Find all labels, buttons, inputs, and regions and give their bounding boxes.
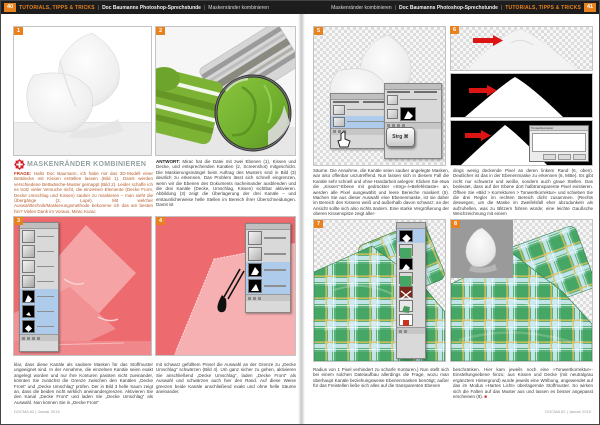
- levels-dialog: [529, 125, 589, 162]
- header-column-right: Doc Baumanns Photoshop-Sprechstunde: [399, 4, 498, 11]
- panel-footer-icons: [246, 294, 290, 301]
- histogram-box: [532, 133, 586, 152]
- figure-7-tartan-layers: [313, 219, 446, 362]
- layer-row: [397, 257, 425, 271]
- header-sep: |: [203, 4, 206, 11]
- page-number-right: 41: [584, 3, 596, 12]
- mask-triangle-illustration: [451, 74, 592, 117]
- layer-row-selected: [397, 229, 425, 243]
- strg-keycap: Strg ⌘: [386, 127, 415, 147]
- column-text: Säume. Die Annahme, die Kanäle seien sauber angelegte Masken, war also offenbar unzutreffend. Nun lassen sich in diesem Fall die Kanäle sehr schnell und ohne Handarbeit anlegen: Klicken Sie etwa die „Kissen“-Ebene mit gedrückter »Strg«-/»Befehlstaste« an, werden alle Pixel ausgewählt und leere Bereiche maskiert (5). Machen Sie aus dieser Auswahl eine Ebenenmaske, ist sie daher im Bereich des Kissens weiß und außerhalb davon schwarz; an der Ansicht sollte sich also nichts ändern. Eine starke Vergrößerung der oberen Kissenspitze zeigt aller-: [313, 168, 449, 216]
- channels-panel: [245, 223, 291, 313]
- layer-row: [397, 243, 425, 257]
- pillow-tip-illustration: [451, 27, 592, 70]
- panel-footer-icons: [397, 327, 425, 334]
- dialog-buttons: [530, 154, 588, 160]
- figure-number-badge: 1: [14, 27, 23, 35]
- end-of-article-marker: ■: [484, 393, 487, 399]
- figure-number-badge: 5: [314, 27, 323, 35]
- header-sep: |: [394, 4, 397, 11]
- first-aid-cross-icon: [14, 159, 25, 170]
- adjustment-layer-row: [397, 285, 425, 299]
- layer-row: [385, 94, 441, 106]
- footer-right: DOCMA 62 | Januar 2015: [545, 409, 591, 414]
- header-sep: |: [500, 4, 503, 11]
- figure-number-badge: 2: [156, 27, 165, 35]
- figure-6-mask-strips: [450, 26, 593, 166]
- frage-label: FRAGE:: [14, 171, 32, 176]
- header-left: [4, 3, 269, 12]
- antwort-text: Mirac hat die Datei mit zwei Ebenen (1), Kissen und Decke, und entsprechenden Kanälen (2, Screenshot) mitgeschickt. Die Maskierungsmängel beim Auftrag des Musters sind in Bild (3) deutlich zu erkennen. Das Problem lässt sich schnell eingrenzen, wenn wir die Ebenen des Dokuments nacheinander ausblenden und die drei Kanäle (Decke, Umschlag, Kissen) sichtbar aktivieren. Abbildung (3) zeigt die Überlagerung der drei Kanäle – und erstaunlicherweise helle Stellen im Bereich ihrer Überschneidungen. Damit ist: [156, 159, 296, 208]
- caption-column-C: [313, 367, 449, 405]
- antwort-paragraph: [156, 159, 296, 214]
- grayscale-inset: [451, 220, 513, 278]
- frage-text: Hallo Doc Baumann, ich habe mir das 3D-Modell einer Bettdecke mit Kissen erstellen lassen (Bild 1). Damit werden verschiedene Bettwäsche-Muster gemappt (Bild 2). Leider schaffe ich es trotz vieler Versuche nicht, die einzelnen Elemente (Decke Front, Decke Umschlag und Kissen) sauber zu maskieren – man sieht die Übergänge (2, Lupe). Mit welcher Auswahltechnik/Maskierungsmethode bekomme ich das am besten hin? Vielen Dank im Voraus, Mirac Kurac: [14, 171, 153, 214]
- caption-text: beschränken. Hier kam jeweils noch eine »Tonwertkorrektur«-Einstellungsebene hinzu; aus Kissen und Decke (mit neutralgrau ergänztem Hintergrund) wurde jeweils eine Wölbung, angewendet auf das im Modus »Hartes Licht« überlagernde Stoffmuster. So wirken sich die Falten auf das Muster aus und lassen es besser angepasst erscheinen (8).: [453, 367, 593, 399]
- alpha-channel-row: [20, 304, 58, 319]
- white-pillows-illustration: [14, 27, 151, 155]
- strip-mask-levels: [450, 120, 593, 166]
- magnifier-lens-icon: [216, 76, 290, 150]
- caption-text: mit schwarz gefülltem Pinsel die Auswahl an der Grenze zu „Decke Umschlag“ schwärzen (Bild 4). Um ganz sicher zu gehen, aktivieren Sie anschließend „Decke Umschlag“, laden „Decke Front“ als Auswahl und schwärzen auch hier den Rand. Auf diese Weise grenzen beide Kanäle anschließend exakt und ohne helle Säume aneinander.: [156, 362, 296, 394]
- header-section-left: TUTORIALS, TIPPS & TRICKS: [19, 4, 95, 11]
- footer-left: DOCMA 62 | Januar 2015: [14, 409, 60, 414]
- alpha-channel-row: [20, 319, 58, 334]
- caption-column-D: [453, 367, 593, 405]
- alpha-channel-row: [246, 262, 290, 278]
- figure-2-patterned-bedding: [155, 26, 296, 156]
- panel-footer-icons: [20, 334, 58, 341]
- tartan-result-illustration: [451, 220, 592, 361]
- page-gutter: [298, 14, 305, 425]
- figure-3-channel-overlay: [13, 216, 152, 356]
- header-sep: |: [97, 4, 100, 11]
- channel-row: [246, 230, 290, 246]
- article-headline-row: [14, 158, 153, 170]
- strip-pillow-tip: [450, 26, 593, 71]
- column-text: dings wenig deckende Pixel an deren linkem Rand (6, oben). Deutlicher ist das in der Ebenenmaske zu erkennen (6, Mitte). Es gibt nicht nur schwarze und weiße, sondern auch graue Stellen. Das bedeutet, dass auf der Ebene dort halbtransparente Pixel existieren. Öffnen Sie »Bild > Korrekturen > Tonwertkorrektur« und schieben Sie die drei Regler im rechten Bereich dicht zusammen. (Rechts deswegen, um die Maske im Zweifelsfall eher abzudunkeln als aufzuhellen, was zu Blitzern führen würde; eine leichte Gaußsche Weichzeichnung mit einem: [453, 168, 593, 216]
- channel-row: [20, 229, 58, 244]
- pointing-hand-icon: [336, 131, 352, 149]
- strip-mask-view: [450, 73, 593, 118]
- figure-8-tartan-result: [450, 219, 593, 362]
- caption-column-1: [14, 362, 153, 405]
- figure-number-badge: 4: [156, 217, 165, 225]
- green-bedding-illustration: [156, 27, 295, 155]
- layers-panel-strip: [396, 222, 426, 359]
- figure-number-badge: 6: [450, 26, 459, 34]
- header-bar: [1, 1, 599, 14]
- figure-number-badge: 3: [14, 217, 23, 225]
- header-section-right: TUTORIALS, TIPPS & TRICKS: [505, 4, 581, 11]
- channel-row: [20, 259, 58, 274]
- header-article-left: Maskenränder kombinieren: [208, 4, 269, 11]
- alpha-channel-row: [20, 289, 58, 304]
- antwort-label: ANTWORT:: [156, 159, 180, 164]
- figure-4-mask-edit: [155, 216, 296, 356]
- frage-paragraph: [14, 171, 153, 214]
- layer-row-with-mask: [385, 106, 441, 122]
- figure-number-badge: 7: [314, 220, 323, 228]
- alpha-channel-row: [246, 278, 290, 294]
- channel-row: [20, 274, 58, 289]
- layer-row: [397, 313, 425, 327]
- page-number-left: 40: [4, 3, 16, 12]
- caption-text: Radius von 1 Pixel verhindert zu scharfe Konturen.) Nun stellt sich bei einem solchen Dateiaufbau allerdings die Frage, wozu man überhaupt Kanäle beziehungsweise Ebenenmasken benötigt; außer für das Freistellen ließe sich alles auf die transparenten Ebenen: [313, 367, 449, 389]
- layer-row: [397, 299, 425, 313]
- figure-number-badge: 8: [451, 220, 460, 228]
- header-right: [331, 3, 596, 12]
- header-column-left: Doc Baumanns Photoshop-Sprechstunde: [102, 4, 201, 11]
- layers-panel-right: [384, 83, 442, 159]
- article-headline: MASKENRÄNDER KOMBINIEREN: [27, 160, 147, 168]
- channel-row: [20, 244, 58, 259]
- layer-row: [397, 271, 425, 285]
- column-A: [313, 168, 449, 216]
- column-B: [453, 168, 593, 216]
- levels-dialog-title: Tonwertkorrektur: [530, 126, 588, 131]
- caption-column-2: [156, 362, 296, 405]
- channel-row: [246, 246, 290, 262]
- channels-panel: [19, 222, 59, 352]
- figure-5-layer-selection: [313, 26, 446, 166]
- figure-1-white-bedding-model: [13, 26, 152, 156]
- header-article-right: Maskenränder kombinieren: [331, 4, 392, 11]
- caption-text: klar, dass diese Kanäle als saubere Masken für das Stoffmuster ungeeignet sind. In der Annahme, die einzelnen Kanäle seien exakt angelegt worden und nur ihre Konturen passten nicht zueinander, könnten Sie zunächst die Grenze zwischen den Kanälen „Decke Front“ und „Decke Umschlag“ prüfen. Der in Bild 3 helle Saum zeigt an, dass die beiden nicht wirklich aneinandergrenzen. Aktivieren Sie den Kanal „Decke Front“ und laden Sie „Decke Umschlag“ als Auswahl. Nun können Sie in „Decke Front“: [14, 362, 153, 405]
